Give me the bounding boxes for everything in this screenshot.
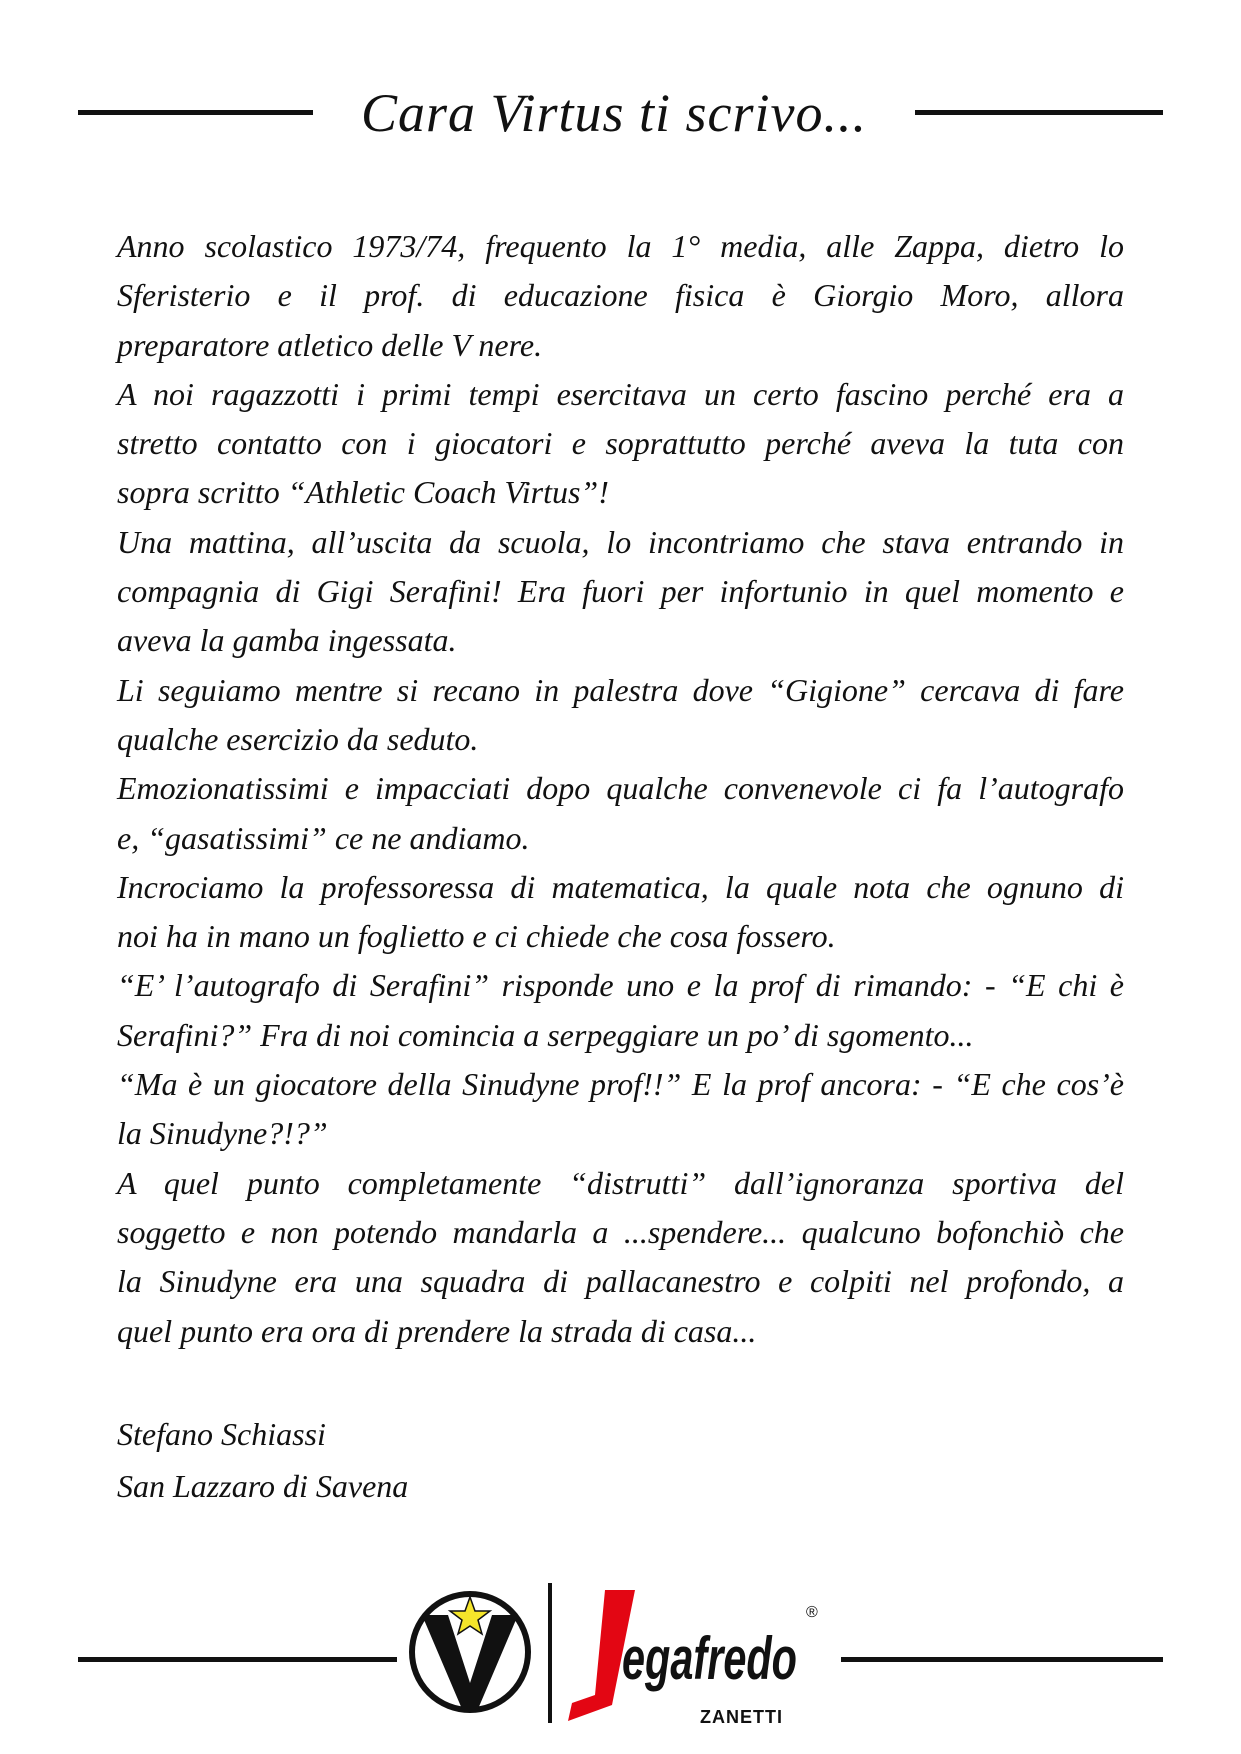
- letter-line: preparatore atletico delle V nere.: [117, 326, 543, 363]
- letter-line: “Ma è un giocatore della Sinudyne prof!!” E la prof ancora: - “E che cos’è: [117, 1066, 1124, 1103]
- title-rule-right: [915, 110, 1163, 115]
- letter-line: sopra scritto “Athletic Coach Virtus”!: [117, 474, 609, 511]
- letter-line: Emozionatissimi e impacciati dopo qualche convenevole ci fa l’autografo: [117, 770, 1124, 807]
- title-rule-left: [78, 110, 313, 115]
- logo-divider: [548, 1583, 552, 1723]
- letter-line: noi ha in mano un foglietto e ci chiede che cosa fossero.: [117, 918, 836, 955]
- sponsor-logo-subtext: ZANETTI: [700, 1707, 783, 1727]
- letter-line: A quel punto completamente “distrutti” dall’ignoranza sportiva del: [117, 1164, 1124, 1201]
- letter-line: Sferisterio e il prof. di educazione fisica è Giorgio Moro, allora: [117, 277, 1124, 314]
- letter-line: e, “gasatissimi” ce ne andiamo.: [117, 819, 530, 856]
- signature-name: Stefano Schiassi: [117, 1416, 326, 1452]
- segafredo-logo-icon: [568, 1590, 818, 1727]
- letter-line: Li seguiamo mentre si recano in palestra dove “Gigione” cercava di fare: [117, 671, 1124, 708]
- letter-line: A noi ragazzotti i primi tempi esercitava un certo fascino perché era a: [117, 375, 1124, 412]
- letter-line: compagnia di Gigi Serafini! Era fuori per infortunio in quel momento e: [117, 573, 1124, 610]
- letter-line: Serafini?” Fra di noi comincia a serpeggiare un po’ di sgomento...: [117, 1016, 974, 1053]
- sponsor-logo-text: egafredo: [622, 1625, 797, 1692]
- letter-line: “E’ l’autografo di Serafini” risponde uno e la prof di rimando: - “E chi è: [117, 967, 1124, 1004]
- letter-line: Incrociamo la professoressa di matematica, la quale nota che ognuno di: [117, 868, 1124, 905]
- letter-body: [117, 222, 1124, 1356]
- page-title: Cara Virtus ti scrivo...: [360, 83, 868, 143]
- letter-line: la Sinudyne era una squadra di pallacanestro e colpiti nel profondo, a: [117, 1263, 1124, 1300]
- letter-line: qualche esercizio da seduto.: [117, 720, 479, 757]
- letter-line: stretto contatto con i giocatori e soprattutto perché aveva la tuta con: [117, 425, 1124, 462]
- letter-line: quel punto era ora di prendere la strada di casa...: [117, 1312, 757, 1349]
- letter-line: la Sinudyne?!?”: [117, 1115, 328, 1152]
- virtus-logo-icon: [412, 1594, 528, 1710]
- footer-rule-left: [78, 1657, 397, 1662]
- signature-place: San Lazzaro di Savena: [117, 1468, 409, 1504]
- signature: [117, 1408, 408, 1512]
- letter-line: aveva la gamba ingessata.: [117, 622, 457, 659]
- registered-mark: ®: [806, 1604, 818, 1621]
- letter-line: Una mattina, all’uscita da scuola, lo incontriamo che stava entrando in: [117, 523, 1124, 560]
- letter-line: Anno scolastico 1973/74, frequento la 1° media, alle Zappa, dietro lo: [117, 228, 1124, 264]
- letter-line: soggetto e non potendo mandarla a ...spendere... qualcuno bofonchiò che: [117, 1213, 1124, 1250]
- footer-rule-right: [841, 1657, 1163, 1662]
- footer-logos: [400, 1575, 840, 1735]
